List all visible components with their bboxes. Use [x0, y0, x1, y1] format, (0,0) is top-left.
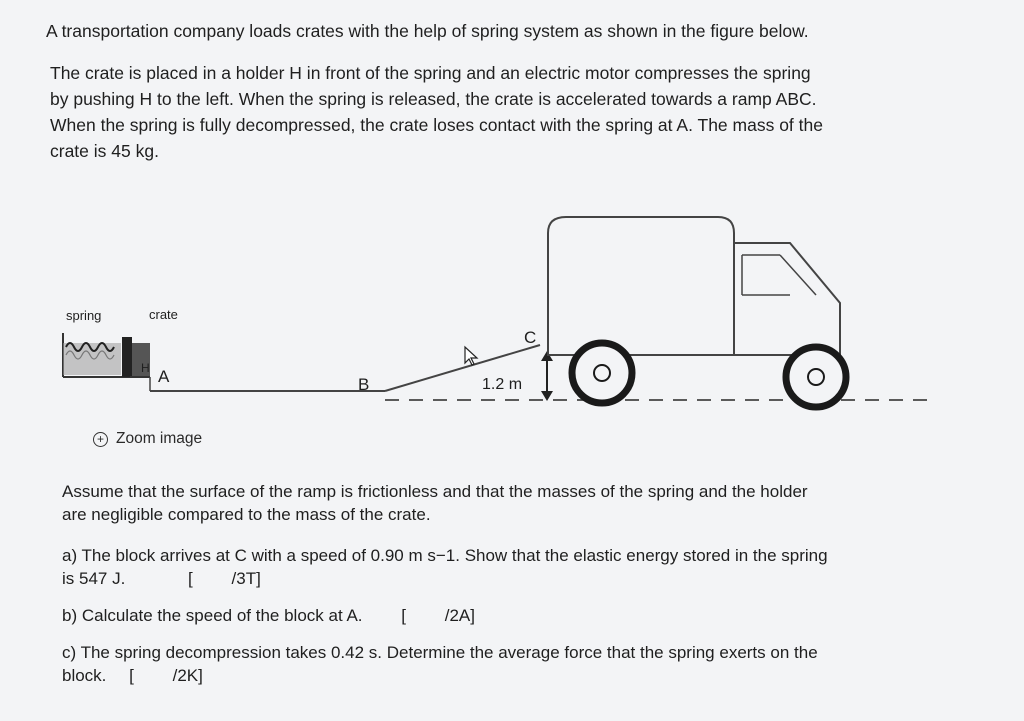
- question-a-bracket: [: [188, 569, 193, 588]
- question-b-mark: /2A]: [444, 606, 475, 625]
- holder-h: [122, 337, 132, 377]
- label-a: A: [158, 367, 170, 386]
- assumption-line: are negligible compared to the mass of the crate.: [62, 505, 431, 524]
- question-c-last-line: [62, 664, 962, 687]
- zoom-image-link[interactable]: [93, 430, 202, 448]
- question-c: [62, 641, 962, 687]
- intro-line: When the spring is fully decompressed, the crate loses contact with the spring at A. The mass of the: [50, 115, 823, 135]
- truck: [548, 217, 840, 355]
- intro-line: by pushing H to the left. When the spring is released, the crate is accelerated towards a ramp ABC.: [50, 89, 817, 109]
- question-b-line: b) Calculate the speed of the block at A.: [62, 606, 363, 625]
- intro-paragraph: [50, 60, 960, 164]
- zoom-label: Zoom image: [116, 430, 203, 447]
- label-b: B: [358, 375, 370, 394]
- zoom-in-icon: +: [93, 432, 108, 447]
- question-b-bracket: [: [401, 606, 406, 625]
- question-a-line: a) The block arrives at C with a speed of 0.90 m s−1. Show that the elastic energy stored in the spring: [62, 546, 828, 565]
- question-c-line: c) The spring decompression takes 0.42 s. Determine the average force that the spring exerts on the: [62, 643, 818, 662]
- label-crate: crate: [149, 307, 178, 322]
- questions-section: [62, 480, 962, 701]
- question-b-line-wrap: [62, 604, 962, 627]
- question-a-mark: /3T]: [231, 569, 261, 588]
- assumption-line: Assume that the surface of the ramp is frictionless and that the masses of the spring and the holder: [62, 482, 808, 501]
- assumption-text: [62, 480, 962, 526]
- label-c: C: [524, 328, 537, 347]
- label-h: H: [141, 361, 150, 375]
- truck-wheel-rear: [572, 343, 632, 403]
- question-a: [62, 544, 962, 590]
- height-arrow: [541, 351, 553, 401]
- question-b: [62, 604, 962, 627]
- intro-line: The crate is placed in a holder H in front of the spring and an electric motor compresses the spring: [50, 63, 811, 83]
- spring-assembly: [63, 333, 130, 377]
- question-a-last-line: [62, 567, 962, 590]
- intro-line: crate is 45 kg.: [50, 141, 159, 161]
- label-height: 1.2 m: [482, 376, 523, 393]
- label-spring: spring: [66, 308, 102, 323]
- question-c-mark: /2K]: [172, 666, 203, 685]
- mouse-cursor-icon: [465, 347, 477, 365]
- question-c-line: block.: [62, 666, 107, 685]
- spring-ramp-truck-figure: [0, 195, 1024, 430]
- intro-first-line: [46, 18, 956, 44]
- question-c-bracket: [: [129, 666, 134, 685]
- question-a-line: is 547 J.: [62, 569, 126, 588]
- truck-wheel-front: [786, 347, 846, 407]
- intro-line-text: A transportation company loads crates with the help of spring system as shown in the figure below.: [46, 21, 809, 41]
